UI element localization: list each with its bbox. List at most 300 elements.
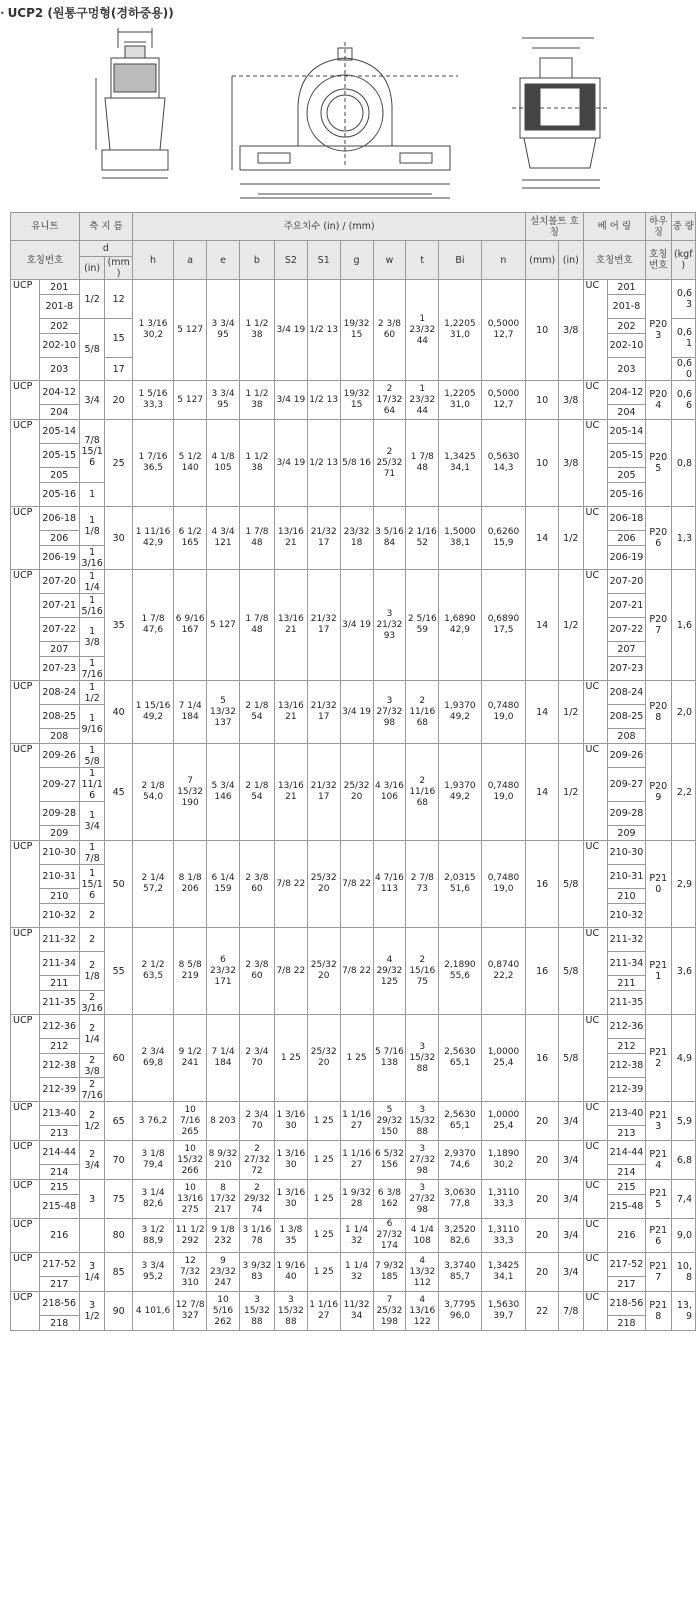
shaft-mm: 70 (105, 1141, 133, 1180)
unit-no: 207-23 (39, 657, 79, 681)
dim-b: 2 3/4 70 (239, 1015, 274, 1102)
bearing-no: 208-25 (607, 705, 645, 729)
title-text: UCP2 (원통구멍형(경하중용)) (7, 6, 174, 20)
dim-e: 3 3/4 95 (207, 381, 240, 420)
shaft-in: 2 3/4 (79, 1141, 104, 1180)
unit-prefix: UCP (11, 928, 40, 1015)
shaft-in: 1 3/8 (79, 618, 104, 657)
bearing-no: 212-39 (607, 1078, 645, 1102)
dim-e: 7 1/4 184 (207, 1015, 240, 1102)
dim-s2: 13/16 21 (274, 570, 307, 681)
bearing-no: 209-28 (607, 802, 645, 826)
dim-a: 5 127 (174, 280, 207, 381)
header-housing: 하우 징 (646, 213, 671, 241)
bearing-no: 218-56 (607, 1292, 645, 1316)
dim-s2: 1 3/16 30 (274, 1102, 307, 1141)
shaft-in: 2 1/8 (79, 952, 104, 991)
dim-b: 2 27/32 72 (239, 1141, 274, 1180)
weight: 1,6 (671, 570, 696, 681)
header-bolt: 설치볼트 호 칭 (526, 213, 583, 241)
bearing-no: 217-52 (607, 1253, 645, 1277)
unit-no: 209-26 (39, 744, 79, 768)
bearing-prefix: UC (583, 1180, 607, 1219)
shaft-in: 1 1/4 (79, 570, 104, 594)
housing-no: P213 (646, 1102, 671, 1141)
bearing-prefix: UC (583, 841, 607, 928)
table-row (11, 381, 696, 405)
unit-no: 212 (39, 1039, 79, 1054)
weight: 5,9 (671, 1102, 696, 1141)
dim-e: 5 3/4 146 (207, 744, 240, 841)
shaft-mm: 90 (105, 1292, 133, 1331)
bearing-no: 205-16 (607, 483, 645, 507)
shaft-mm: 17 (105, 358, 133, 381)
bolt-in: 1/2 (559, 681, 583, 744)
unit-no: 207-21 (39, 594, 79, 618)
col-b: b (239, 241, 274, 280)
dim-a: 6 1/2 165 (174, 507, 207, 570)
dim-g: 5/8 16 (340, 420, 373, 507)
dim-n: 1,0000 25,4 (481, 1015, 526, 1102)
dim-e: 8 9/32 210 (207, 1141, 240, 1180)
shaft-mm: 45 (105, 744, 133, 841)
dim-g: 19/32 15 (340, 381, 373, 420)
unit-no: 202 (39, 319, 79, 334)
shaft-in: 1 11/16 (79, 768, 104, 802)
shaft-in: 3 1/2 (79, 1292, 104, 1331)
dim-n: 0,8740 22,2 (481, 928, 526, 1015)
dim-bi: 1,6890 42,9 (439, 570, 481, 681)
weight: 4,9 (671, 1015, 696, 1102)
col-housing-no: 호칭 번호 (646, 241, 671, 280)
bearing-no: 210-31 (607, 865, 645, 889)
dim-g: 23/32 18 (340, 507, 373, 570)
unit-prefix: UCP (11, 570, 40, 681)
unit-no: 208-25 (39, 705, 79, 729)
unit-no: 205-15 (39, 444, 79, 468)
dim-s1: 1 25 (307, 1253, 340, 1292)
bolt-mm: 20 (526, 1180, 559, 1219)
dim-g: 1 9/32 28 (340, 1180, 373, 1219)
shaft-mm: 25 (105, 420, 133, 507)
dim-s2: 3 15/32 88 (274, 1292, 307, 1331)
dim-w: 2 17/32 64 (373, 381, 406, 420)
unit-prefix: UCP (11, 1253, 40, 1292)
bearing-no: 210-30 (607, 841, 645, 865)
shaft-mm: 50 (105, 841, 133, 928)
dim-w: 3 27/32 98 (373, 681, 406, 744)
dim-w: 6 3/8 162 (373, 1180, 406, 1219)
bearing-no: 204-12 (607, 381, 645, 405)
bolt-in: 3/4 (559, 1141, 583, 1180)
dim-a: 12 7/8 327 (174, 1292, 207, 1331)
dim-h: 1 5/16 33,3 (132, 381, 173, 420)
col-s2: S2 (274, 241, 307, 280)
unit-prefix: UCP (11, 1180, 40, 1219)
bolt-mm: 14 (526, 570, 559, 681)
col-h: h (132, 241, 173, 280)
bearing-no: 209-26 (607, 744, 645, 768)
weight: 0,60 (671, 358, 696, 381)
dim-b: 2 3/8 60 (239, 841, 274, 928)
dim-g: 7/8 22 (340, 841, 373, 928)
shaft-mm: 35 (105, 570, 133, 681)
dim-s1: 25/32 20 (307, 841, 340, 928)
bearing-no: 214 (607, 1165, 645, 1180)
col-n: n (481, 241, 526, 280)
bolt-mm: 14 (526, 681, 559, 744)
col-in: (in) (79, 257, 104, 280)
unit-no: 210 (39, 889, 79, 904)
bolt-mm: 16 (526, 1015, 559, 1102)
bullet-icon: · (0, 6, 5, 20)
bolt-in: 3/4 (559, 1219, 583, 1253)
unit-prefix: UCP (11, 1015, 40, 1102)
bolt-in: 3/4 (559, 1102, 583, 1141)
unit-no: 216 (39, 1219, 79, 1253)
dim-w: 5 29/32 150 (373, 1102, 406, 1141)
bearing-no: 203 (607, 358, 645, 381)
unit-no: 210-30 (39, 841, 79, 865)
table-row (11, 1180, 696, 1195)
unit-no: 207-22 (39, 618, 79, 642)
dim-s2: 7/8 22 (274, 928, 307, 1015)
header-part-no: 호칭번호 (11, 241, 80, 280)
table-row (11, 420, 696, 444)
dim-t: 2 15/16 75 (406, 928, 439, 1015)
bearing-no: 202 (607, 319, 645, 334)
bearing-prefix: UC (583, 420, 607, 507)
unit-no: 203 (39, 358, 79, 381)
unit-no: 201 (39, 280, 79, 295)
dim-a: 11 1/2 292 (174, 1219, 207, 1253)
dim-w: 5 7/16 138 (373, 1015, 406, 1102)
col-a: a (174, 241, 207, 280)
bearing-no: 207-20 (607, 570, 645, 594)
dim-s1: 1 25 (307, 1180, 340, 1219)
dim-h: 2 3/4 69,8 (132, 1015, 173, 1102)
unit-no: 217-52 (39, 1253, 79, 1277)
weight: 6,8 (671, 1141, 696, 1180)
unit-no: 211-35 (39, 991, 79, 1015)
bolt-mm: 22 (526, 1292, 559, 1331)
dim-a: 9 1/2 241 (174, 1015, 207, 1102)
header-weight: 중 량 (671, 213, 696, 241)
dim-w: 7 25/32 198 (373, 1292, 406, 1331)
housing-no: P206 (646, 507, 671, 570)
dim-s2: 1 3/16 30 (274, 1141, 307, 1180)
dim-t: 4 13/32 112 (406, 1253, 439, 1292)
shaft-mm: 30 (105, 507, 133, 570)
unit-prefix: UCP (11, 1292, 40, 1331)
shaft-in: 1 1/8 (79, 507, 104, 546)
bearing-no: 211-34 (607, 952, 645, 976)
bearing-prefix: UC (583, 1253, 607, 1292)
dim-bi: 2,1890 55,6 (439, 928, 481, 1015)
unit-no: 212-39 (39, 1078, 79, 1102)
table-row (11, 681, 696, 705)
dim-s1: 21/32 17 (307, 744, 340, 841)
dim-t: 4 13/16 122 (406, 1292, 439, 1331)
dim-h: 2 1/8 54,0 (132, 744, 173, 841)
dim-g: 19/32 15 (340, 280, 373, 381)
dim-e: 5 127 (207, 570, 240, 681)
shaft-in (79, 1219, 104, 1253)
dim-n: 0,7480 19,0 (481, 841, 526, 928)
unit-no: 215-48 (39, 1195, 79, 1219)
dim-w: 3 5/16 84 (373, 507, 406, 570)
unit-no: 213-40 (39, 1102, 79, 1126)
unit-no: 201-8 (39, 295, 79, 319)
dim-a: 5 1/2 140 (174, 420, 207, 507)
dim-s1: 1/2 13 (307, 420, 340, 507)
shaft-in: 3 1/4 (79, 1253, 104, 1292)
dim-s2: 3/4 19 (274, 420, 307, 507)
unit-no: 218 (39, 1316, 79, 1331)
dim-bi: 1,2205 31,0 (439, 381, 481, 420)
bolt-in: 3/4 (559, 1253, 583, 1292)
shaft-mm: 75 (105, 1180, 133, 1219)
shaft-mm: 80 (105, 1219, 133, 1253)
side-view-drawing (96, 28, 168, 178)
bearing-prefix: UC (583, 570, 607, 681)
section-view-drawing (512, 38, 610, 188)
dim-b: 2 1/8 54 (239, 744, 274, 841)
dim-b: 2 1/8 54 (239, 681, 274, 744)
unit-no: 205 (39, 468, 79, 483)
bolt-in: 5/8 (559, 1015, 583, 1102)
bearing-no: 218 (607, 1316, 645, 1331)
bolt-mm: 16 (526, 841, 559, 928)
shaft-mm: 55 (105, 928, 133, 1015)
bearing-no: 206-19 (607, 546, 645, 570)
bearing-no: 207 (607, 642, 645, 657)
dim-b: 2 3/4 70 (239, 1102, 274, 1141)
shaft-in: 2 (79, 904, 104, 928)
bearing-prefix: UC (583, 744, 607, 841)
dim-s2: 13/16 21 (274, 744, 307, 841)
unit-no: 206 (39, 531, 79, 546)
dim-bi: 3,3740 85,7 (439, 1253, 481, 1292)
dim-s1: 21/32 17 (307, 681, 340, 744)
dim-e: 9 23/32 247 (207, 1253, 240, 1292)
table-row (11, 570, 696, 594)
housing-no: P205 (646, 420, 671, 507)
col-s1: S1 (307, 241, 340, 280)
front-view-drawing (232, 42, 458, 198)
bearing-no: 211 (607, 976, 645, 991)
dim-w: 2 25/32 71 (373, 420, 406, 507)
shaft-mm: 40 (105, 681, 133, 744)
unit-no: 211-32 (39, 928, 79, 952)
dim-h: 1 15/16 49,2 (132, 681, 173, 744)
dim-t: 1 7/8 48 (406, 420, 439, 507)
bearing-prefix: UC (583, 1015, 607, 1102)
housing-no: P216 (646, 1219, 671, 1253)
header-d: d (79, 241, 132, 257)
dim-b: 3 15/32 88 (239, 1292, 274, 1331)
dim-bi: 3,2520 82,6 (439, 1219, 481, 1253)
dim-n: 1,5630 39,7 (481, 1292, 526, 1331)
table-row (11, 1253, 696, 1277)
unit-prefix: UCP (11, 681, 40, 744)
bearing-prefix: UC (583, 928, 607, 1015)
dim-e: 4 1/8 105 (207, 420, 240, 507)
unit-no: 209-28 (39, 802, 79, 826)
weight: 10,8 (671, 1253, 696, 1292)
bearing-no: 201-8 (607, 295, 645, 319)
dim-s2: 13/16 21 (274, 681, 307, 744)
header-bearing: 베 어 링 (583, 213, 646, 241)
dim-a: 6 9/16 167 (174, 570, 207, 681)
dim-b: 1 1/2 38 (239, 280, 274, 381)
bearing-no: 213 (607, 1126, 645, 1141)
dim-n: 1,3110 33,3 (481, 1180, 526, 1219)
dim-g: 1 1/4 32 (340, 1219, 373, 1253)
housing-no: P204 (646, 381, 671, 420)
dim-b: 1 7/8 48 (239, 570, 274, 681)
dim-h: 3 3/4 95,2 (132, 1253, 173, 1292)
unit-no: 209-27 (39, 768, 79, 802)
dim-n: 0,7480 19,0 (481, 744, 526, 841)
dim-s1: 1 25 (307, 1141, 340, 1180)
dim-s1: 21/32 17 (307, 570, 340, 681)
dim-s2: 3/4 19 (274, 381, 307, 420)
dim-s1: 1 25 (307, 1102, 340, 1141)
bearing-no: 207-23 (607, 657, 645, 681)
weight: 13,9 (671, 1292, 696, 1331)
table-row (11, 1219, 696, 1253)
weight: 0,8 (671, 420, 696, 507)
dim-w: 6 5/32 156 (373, 1141, 406, 1180)
dim-e: 9 1/8 232 (207, 1219, 240, 1253)
unit-prefix: UCP (11, 507, 40, 570)
bolt-in: 5/8 (559, 928, 583, 1015)
housing-no: P203 (646, 280, 671, 381)
dim-t: 2 11/16 68 (406, 744, 439, 841)
bearing-drawings (0, 18, 700, 208)
dim-w: 6 27/32 174 (373, 1219, 406, 1253)
unit-no: 205-14 (39, 420, 79, 444)
table-row (11, 1292, 696, 1316)
spec-table (10, 212, 696, 1331)
dim-a: 10 15/32 266 (174, 1141, 207, 1180)
table-row (11, 1141, 696, 1165)
dim-g: 1 1/16 27 (340, 1102, 373, 1141)
bolt-mm: 16 (526, 928, 559, 1015)
dim-w: 4 7/16 113 (373, 841, 406, 928)
shaft-in: 1/2 (79, 280, 104, 319)
shaft-in: 2 3/16 (79, 991, 104, 1015)
weight: 7,4 (671, 1180, 696, 1219)
dim-b: 3 1/16 78 (239, 1219, 274, 1253)
bearing-prefix: UC (583, 507, 607, 570)
dim-t: 3 27/32 98 (406, 1141, 439, 1180)
bearing-no: 215 (607, 1180, 645, 1195)
unit-no: 211 (39, 976, 79, 991)
bolt-in: 1/2 (559, 570, 583, 681)
col-g: g (340, 241, 373, 280)
unit-no: 215 (39, 1180, 79, 1195)
dim-a: 7 1/4 184 (174, 681, 207, 744)
unit-no: 212-36 (39, 1015, 79, 1039)
dim-bi: 1,9370 49,2 (439, 681, 481, 744)
dim-h: 4 101,6 (132, 1292, 173, 1331)
bolt-mm: 20 (526, 1253, 559, 1292)
weight: 0,66 (671, 381, 696, 420)
unit-no: 204-12 (39, 381, 79, 405)
dim-g: 7/8 22 (340, 928, 373, 1015)
dim-w: 3 21/32 93 (373, 570, 406, 681)
table-row (11, 1015, 696, 1039)
dim-bi: 2,0315 51,6 (439, 841, 481, 928)
shaft-in: 2 3/8 (79, 1054, 104, 1078)
bolt-in: 7/8 (559, 1292, 583, 1331)
dim-s2: 7/8 22 (274, 841, 307, 928)
bolt-in: 1/2 (559, 507, 583, 570)
housing-no: P212 (646, 1015, 671, 1102)
dim-h: 3 76,2 (132, 1102, 173, 1141)
bolt-mm: 20 (526, 1141, 559, 1180)
header-shaft: 축 지 름 (79, 213, 132, 241)
dim-t: 1 23/32 44 (406, 280, 439, 381)
dim-s1: 21/32 17 (307, 507, 340, 570)
shaft-in: 3/4 (79, 381, 104, 420)
dim-n: 0,6260 15,9 (481, 507, 526, 570)
dim-t: 2 7/8 73 (406, 841, 439, 928)
unit-prefix: UCP (11, 381, 40, 420)
weight: 3,6 (671, 928, 696, 1015)
dim-t: 3 15/32 88 (406, 1015, 439, 1102)
housing-no: P211 (646, 928, 671, 1015)
weight: 1,3 (671, 507, 696, 570)
shaft-mm: 20 (105, 381, 133, 420)
dim-e: 3 3/4 95 (207, 280, 240, 381)
bolt-mm: 10 (526, 420, 559, 507)
dim-n: 1,0000 25,4 (481, 1102, 526, 1141)
dim-h: 2 1/4 57,2 (132, 841, 173, 928)
dim-s1: 25/32 20 (307, 1015, 340, 1102)
dim-t: 2 1/16 52 (406, 507, 439, 570)
dim-s2: 1 9/16 40 (274, 1253, 307, 1292)
shaft-in: 2 7/16 (79, 1078, 104, 1102)
bearing-no: 212-38 (607, 1054, 645, 1078)
bearing-no: 211-35 (607, 991, 645, 1015)
table-row (11, 280, 696, 295)
shaft-in: 1 15/16 (79, 865, 104, 904)
dim-n: 1,1890 30,2 (481, 1141, 526, 1180)
dim-t: 2 11/16 68 (406, 681, 439, 744)
shaft-in: 1 9/16 (79, 705, 104, 744)
unit-no: 212-38 (39, 1054, 79, 1078)
unit-prefix: UCP (11, 1219, 40, 1253)
dim-s2: 3/4 19 (274, 280, 307, 381)
bolt-mm: 14 (526, 744, 559, 841)
dim-a: 8 1/8 206 (174, 841, 207, 928)
bearing-no: 217 (607, 1277, 645, 1292)
col-t: t (406, 241, 439, 280)
unit-no: 214 (39, 1165, 79, 1180)
dim-a: 10 7/16 265 (174, 1102, 207, 1141)
col-mm: (mm) (105, 257, 133, 280)
dim-h: 3 1/2 88,9 (132, 1219, 173, 1253)
bearing-prefix: UC (583, 1141, 607, 1180)
dim-t: 4 1/4 108 (406, 1219, 439, 1253)
shaft-in: 1 (79, 483, 104, 507)
unit-no: 207 (39, 642, 79, 657)
dim-bi: 1,3425 34,1 (439, 420, 481, 507)
table-row (11, 507, 696, 531)
